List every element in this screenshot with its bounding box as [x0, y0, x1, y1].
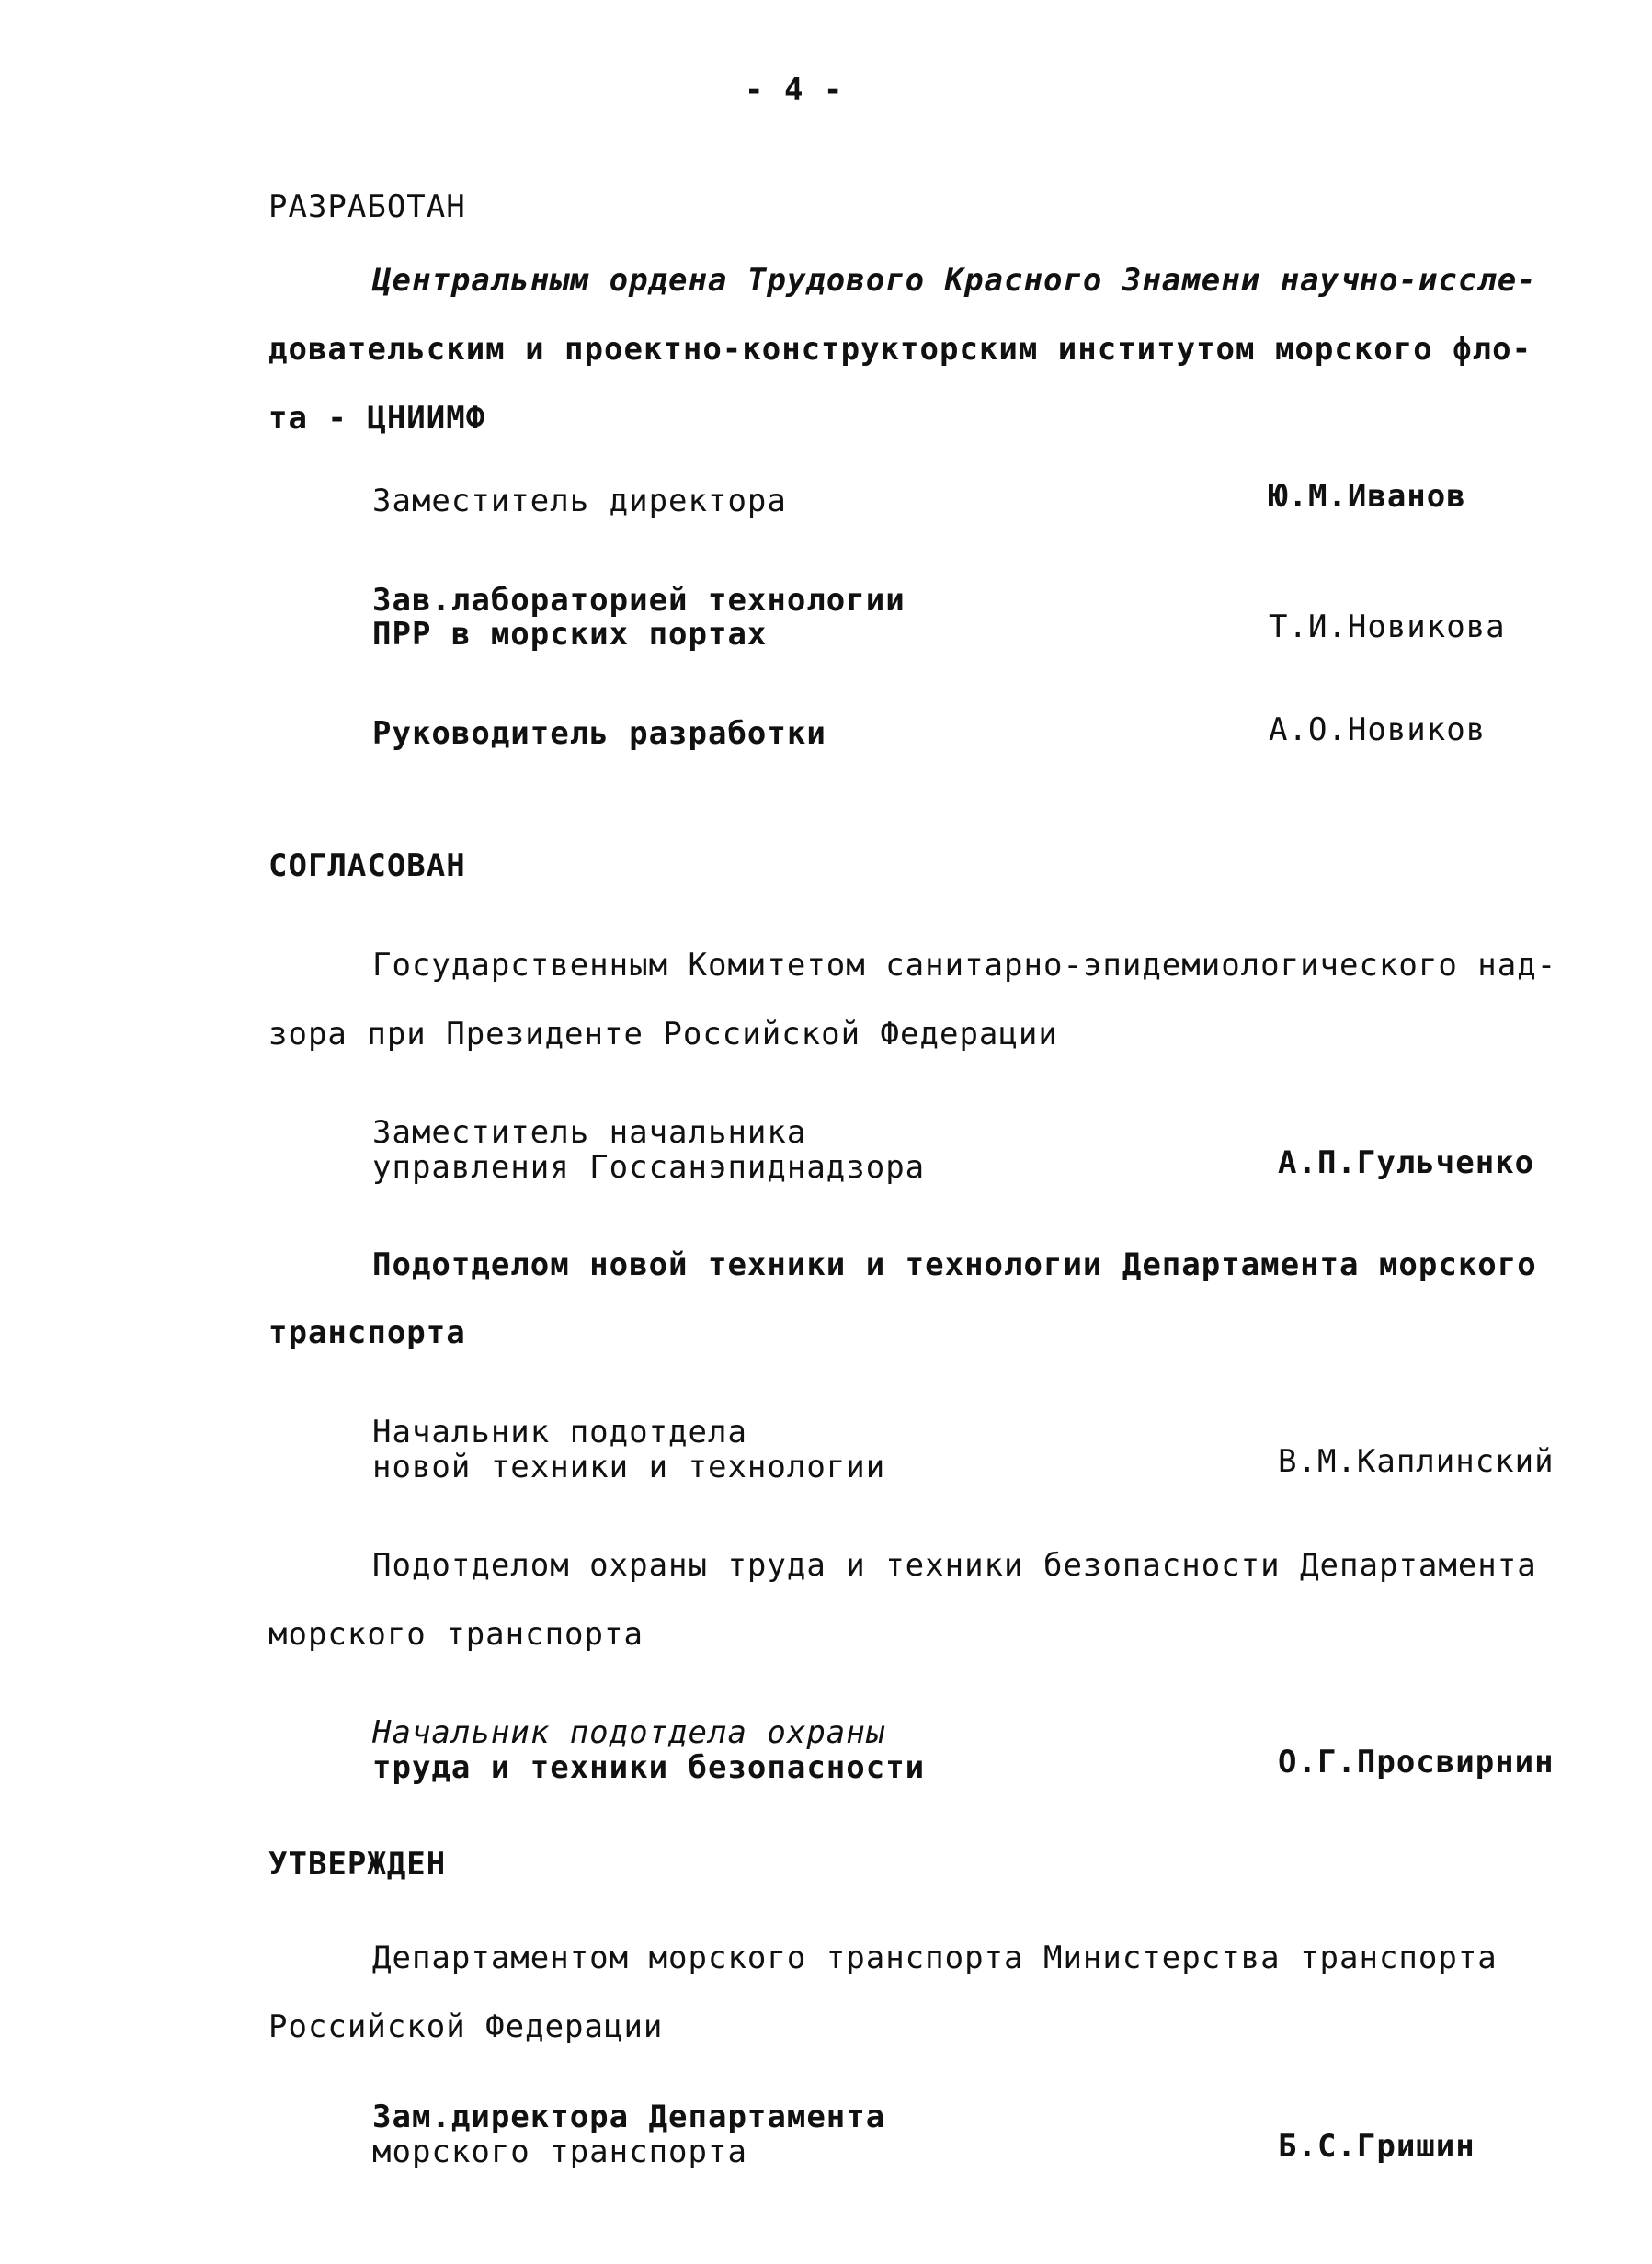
- signatory-position: Заместитель директора: [372, 483, 787, 519]
- agreed-body-line-1: Подотделом новой техники и технологии Департамента морского: [372, 1246, 1537, 1283]
- section-heading-approved: УТВЕРЖДЕН: [268, 1846, 447, 1883]
- signatory-position: Зав.лабораторией технологии: [372, 582, 906, 619]
- signatory-name: О.Г.Просвирнин: [1278, 1744, 1555, 1780]
- agreed-body-line-2: зора при Президенте Российской Федерации: [268, 1016, 1058, 1052]
- agreed-body-line-1: Подотделом охраны труда и техники безопасности Департамента: [372, 1547, 1537, 1584]
- signatory-position: Заместитель начальника: [372, 1114, 807, 1151]
- signatory-position: Руководитель разработки: [372, 715, 826, 752]
- page-number: - 4 -: [745, 72, 844, 108]
- section-heading-agreed: СОГЛАСОВАН: [268, 848, 466, 884]
- signatory-position: Начальник подотдела охраны: [372, 1714, 886, 1751]
- developed-body-line-3: та - ЦНИИМФ: [268, 400, 486, 437]
- signatory-name: А.П.Гульченко: [1278, 1144, 1535, 1181]
- signatory-name: Т.И.Новикова: [1269, 609, 1506, 645]
- signatory-position-line-2: новой техники и технологии: [372, 1449, 886, 1485]
- signatory-position-line-2: морского транспорта: [372, 2133, 747, 2170]
- section-heading-developed: РАЗРАБОТАН: [268, 188, 466, 225]
- signatory-position-line-2: ПРР в морских портах: [372, 616, 768, 653]
- signatory-position: Начальник подотдела: [372, 1414, 747, 1451]
- approved-body-line-2: Российской Федерации: [268, 2008, 664, 2045]
- approved-body-line-1: Департаментом морского транспорта Министерства транспорта: [372, 1940, 1498, 1976]
- signatory-position: Зам.директора Департамента: [372, 2099, 886, 2135]
- signatory-name: В.М.Каплинский: [1278, 1443, 1555, 1480]
- developed-body-line-1: Центральным ордена Трудового Красного Знамени научно-иссле-: [372, 262, 1537, 299]
- signatory-name: Ю.М.Иванов: [1269, 478, 1466, 515]
- agreed-body-line-2: морского транспорта: [268, 1616, 644, 1653]
- agreed-body-line-2: транспорта: [268, 1314, 466, 1351]
- developed-body-line-2: довательским и проектно-конструкторским институтом морского фло-: [268, 331, 1532, 368]
- signatory-position-line-2: управления Госсанэпиднадзора: [372, 1149, 926, 1186]
- signatory-name: Б.С.Гришин: [1278, 2128, 1475, 2165]
- signatory-position-line-2: труда и техники безопасности: [372, 1749, 926, 1786]
- agreed-body-line-1: Государственным Комитетом санитарно-эпидемиологического над-: [372, 947, 1557, 984]
- signatory-name: А.О.Новиков: [1269, 711, 1487, 748]
